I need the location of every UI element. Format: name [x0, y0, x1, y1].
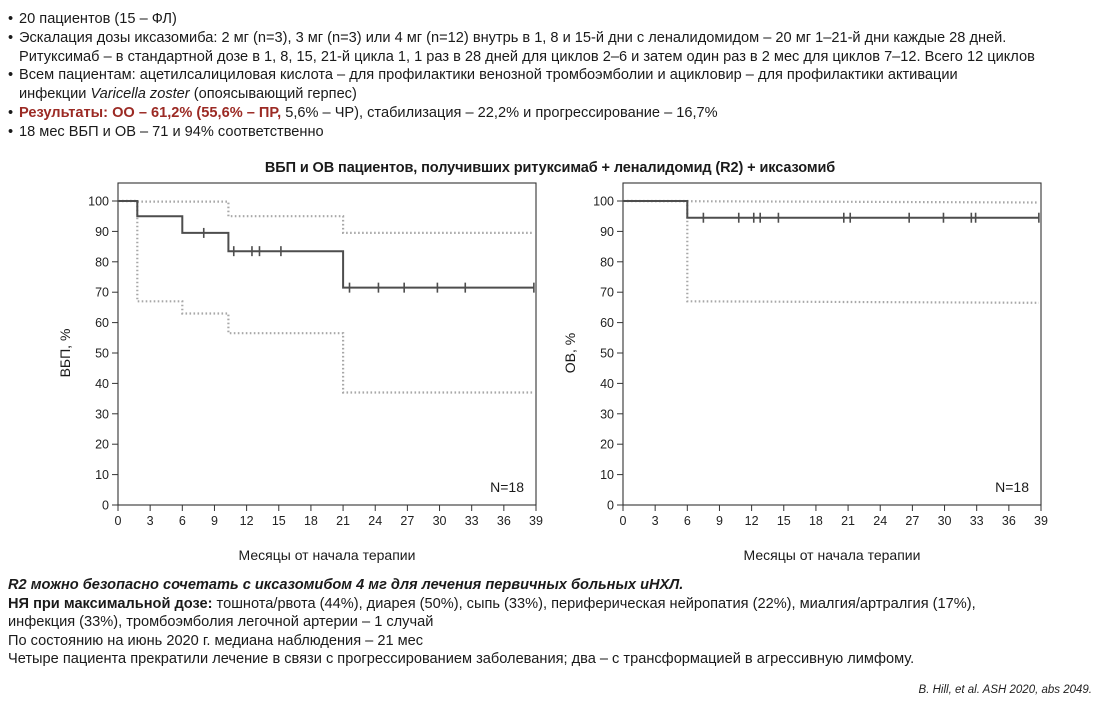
x-tick-label: 3: [651, 514, 659, 528]
y-tick-label: 0: [607, 498, 614, 513]
y-tick-label: 100: [88, 194, 109, 209]
y-tick-label: 60: [95, 316, 109, 331]
reference: B. Hill, et al. ASH 2020, abs 2049.: [918, 684, 1092, 696]
n-label: N=18: [995, 479, 1029, 495]
x-tick-label: 12: [744, 514, 759, 528]
bullet-list: [8, 10, 1098, 142]
y-tick-label: 30: [600, 407, 614, 422]
survival-curve: [623, 201, 1039, 218]
x-tick-label: 27: [905, 514, 920, 528]
y-tick-label: 80: [600, 255, 614, 270]
x-tick-label: 9: [210, 514, 218, 528]
x-tick-label: 33: [464, 514, 479, 528]
x-tick-label: 21: [841, 514, 856, 528]
x-tick-label: 30: [432, 514, 447, 528]
x-tick-label: 36: [496, 514, 511, 528]
x-axis-label: Месяцы от начала терапии: [238, 547, 416, 563]
adverse-events-cont: инфекция (33%), тромбоэмболия легочной артерии – 1 случай: [8, 614, 434, 631]
bullet-results: • Результаты: ОО – 61,2% (55,6% – ПР, 5,6% – ЧР), стабилизация – 22,2% и прогрессирование – 16,7%: [8, 104, 718, 121]
y-tick-label: 100: [593, 194, 614, 209]
bullet-text: 20 пациентов (15 – ФЛ): [19, 11, 177, 27]
x-tick-label: 21: [336, 514, 351, 528]
y-tick-label: 90: [95, 224, 109, 239]
x-tick-label: 6: [683, 514, 691, 528]
y-tick-label: 40: [95, 376, 109, 391]
discontinuation-note: Четыре пациента прекратили лечение в связи с прогрессированием заболевания; два – с трансформацией в агрессивную лимфому.: [8, 651, 915, 668]
y-tick-label: 50: [95, 346, 109, 361]
pfs-chart: [50, 180, 550, 580]
bullet-prophylaxis: • Всем пациентам: ацетилсалициловая кислота – для профилактики венозной тромбоэмболии и ацикловир – для профилактики активации: [8, 67, 958, 84]
chart-title: ВБП и ОВ пациентов, получивших ритуксимаб + леналидомид (R2) + иксазомиб: [264, 160, 836, 176]
adverse-events: НЯ при максимальной дозе: тошнота/рвота (44%), диарея (50%), сыпь (33%), периферическая нейропатия (22%), миалгия/артралгия (17%),: [8, 595, 976, 612]
x-tick-label: 39: [1034, 514, 1048, 528]
bullet-text: Ритуксимаб – в стандартной дозе в 1, 8, 15, 21-й цикла 1, 1 раз в 28 дней для циклов 2–6 и затем один раз в 2 мес для циклов 7–12. Всего 12 циклов: [19, 48, 1035, 65]
ci-lower-line: [118, 201, 534, 393]
y-tick-label: 20: [95, 437, 109, 452]
x-tick-label: 15: [776, 514, 791, 528]
plot-frame: [623, 183, 1041, 505]
y-tick-label: 0: [102, 498, 109, 513]
x-tick-label: 6: [178, 514, 186, 528]
results-label: Результаты:: [19, 104, 108, 121]
x-tick-label: 24: [873, 514, 888, 528]
bullet-text: 18 мес ВБП и ОВ – 71 и 94% соответственно: [19, 123, 324, 140]
results-highlight: ОО – 61,2% (55,6% – ПР,: [112, 104, 282, 121]
pathogen-name: Varicella zoster: [90, 86, 190, 103]
y-tick-label: 20: [600, 437, 614, 452]
y-axis-label: ВБП, %: [57, 328, 73, 378]
n-label: N=18: [490, 479, 524, 495]
y-tick-label: 80: [95, 255, 109, 270]
x-tick-label: 18: [808, 514, 823, 528]
x-tick-label: 24: [368, 514, 383, 528]
ci-lower-line: [623, 201, 1039, 303]
x-tick-label: 33: [969, 514, 984, 528]
x-tick-label: 12: [239, 514, 254, 528]
y-tick-label: 40: [600, 376, 614, 391]
x-tick-label: 9: [715, 514, 723, 528]
x-tick-label: 3: [146, 514, 154, 528]
bullet-survival: • 18 мес ВБП и ОВ – 71 и 94% соответственно: [8, 123, 324, 140]
bullet-escalation: • Эскалация дозы иксазомиба: 2 мг (n=3), 3 мг (n=3) или 4 мг (n=12) внутрь в 1, 8 и 15-й дни с леналидомидом – 20 мг 1–21-й дни каждые 28 дней.: [8, 29, 1007, 46]
x-tick-label: 36: [1001, 514, 1016, 528]
x-tick-label: 0: [619, 514, 627, 528]
y-tick-label: 50: [600, 346, 614, 361]
y-tick-label: 60: [600, 316, 614, 331]
y-axis-label: ОВ, %: [562, 332, 578, 374]
os-chart: [555, 180, 1055, 580]
y-tick-label: 10: [95, 468, 109, 483]
bullet-rituximab: [8, 48, 1098, 67]
x-tick-label: 0: [114, 514, 122, 528]
survival-curve: [118, 201, 534, 288]
y-tick-label: 30: [95, 407, 109, 422]
x-tick-label: 18: [303, 514, 318, 528]
bullet-prophylaxis-cont: инфекции Varicella zoster (опоясывающий герпес): [19, 86, 357, 103]
y-tick-label: 70: [600, 285, 614, 300]
x-tick-label: 27: [400, 514, 415, 528]
x-tick-label: 30: [937, 514, 952, 528]
y-tick-label: 70: [95, 285, 109, 300]
footer: [8, 576, 1098, 669]
bullet-patients: • 20 пациентов (15 – ФЛ): [8, 11, 177, 27]
bullet-text: Эскалация дозы иксазомиба: 2 мг (n=3), 3 мг (n=3) или 4 мг (n=12) внутрь в 1, 8 и 15-й дни с леналидомидом – 20 мг 1–21-й дни каждые 28 дней.: [19, 29, 1007, 46]
y-tick-label: 10: [600, 468, 614, 483]
conclusion: R2 можно безопасно сочетать с иксазомибом 4 мг для лечения первичных больных иНХЛ.: [8, 577, 684, 593]
y-tick-label: 90: [600, 224, 614, 239]
plot-frame: [118, 183, 536, 505]
x-tick-label: 15: [271, 514, 286, 528]
x-axis-label: Месяцы от начала терапии: [743, 547, 921, 563]
follow-up-note: По состоянию на июнь 2020 г. медиана наблюдения – 21 мес: [8, 632, 424, 649]
bullet-text: Всем пациентам: ацетилсалициловая кислота – для профилактики венозной тромбоэмболии и ацикловир – для профилактики активации: [19, 67, 958, 84]
x-tick-label: 39: [529, 514, 543, 528]
